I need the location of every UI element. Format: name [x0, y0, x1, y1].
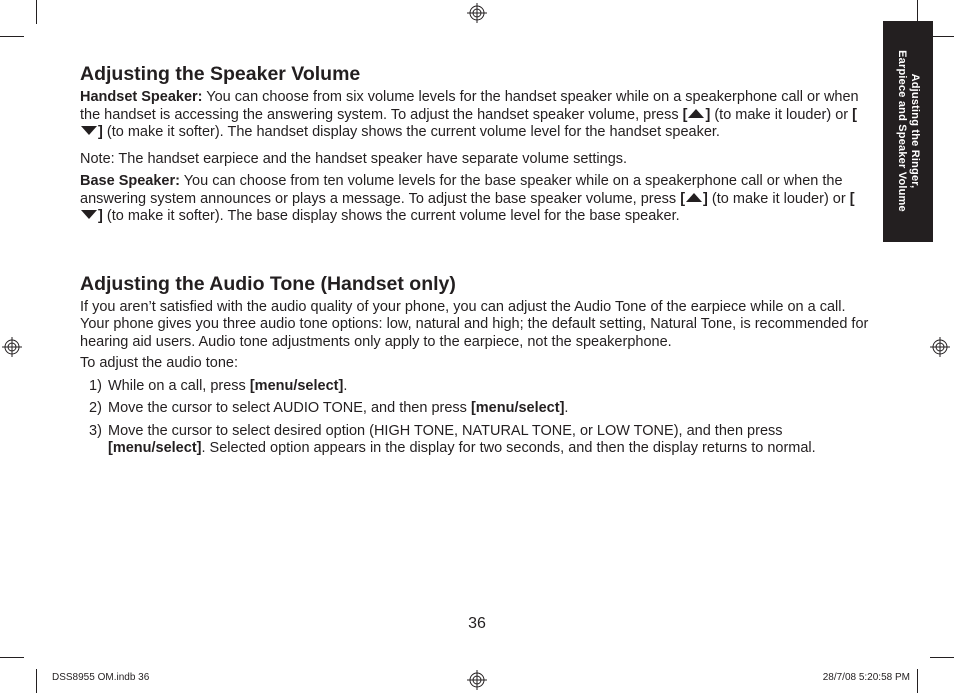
- crop-mark: [0, 36, 24, 37]
- handset-speaker-label: Handset Speaker:: [80, 89, 203, 105]
- arrow-up-icon: [686, 193, 702, 202]
- crop-mark: [0, 657, 24, 658]
- chapter-tab-line-2: Earpiece and Speaker Volume: [896, 50, 908, 212]
- section-title-speaker-volume: Adjusting the Speaker Volume: [80, 63, 361, 85]
- arrow-up-icon: [688, 109, 704, 118]
- base-speaker-paragraph: Base Speaker: You can choose from ten volume levels for the base speaker while on a speakerphone call or when the answering system announces or plays a message. To adjust the base speaker volume, press [ ] (to make it louder) or [] (to make it softer). The base display shows the current volume level for the base speaker.: [80, 173, 855, 224]
- audio-tone-steps: [80, 378, 870, 458]
- print-slug-file: DSS8955 OM.indb 36: [52, 672, 150, 683]
- step-item: 1) While on a call, press [menu/select].: [89, 377, 348, 394]
- chapter-tab-line-1: Adjusting the Ringer,: [909, 73, 921, 189]
- handset-speaker-paragraph: Handset Speaker: You can choose from six volume levels for the handset speaker while on a speakerphone call or when the handset is accessing the answering system. To adjust the handset speaker volume, press [ ] (to make it louder) or [] (to make it softer). The handset display shows the current volume level for the handset speaker.: [80, 89, 859, 140]
- arrow-down-icon: [81, 126, 97, 135]
- audio-tone-intro: To adjust the audio tone:: [80, 355, 239, 371]
- page-number: 36: [468, 615, 486, 632]
- step-item: 2) Move the cursor to select AUDIO TONE, and then press [menu/select].: [89, 400, 569, 416]
- page-content: [80, 62, 870, 458]
- registration-mark-icon: [467, 3, 487, 23]
- volume-note: Note: The handset earpiece and the handset speaker have separate volume settings.: [80, 150, 628, 167]
- registration-mark-icon: [930, 337, 950, 357]
- registration-mark-icon: [467, 670, 487, 690]
- crop-mark: [36, 669, 37, 693]
- chapter-tab-label: [895, 21, 921, 241]
- print-slug-timestamp: 28/7/08 5:20:58 PM: [822, 672, 910, 683]
- crop-mark: [917, 669, 918, 693]
- crop-mark: [36, 0, 37, 24]
- audio-tone-paragraph: If you aren’t satisfied with the audio quality of your phone, you can adjust the Audio Tone of the earpiece while on a call. Your phone gives you three audio tone options: low, natural and high; the default setting, Natural Tone, is recommended for hearing aid users. Audio tone adjustments only apply to the earpiece, not the speakerphone.: [80, 298, 869, 350]
- crop-mark: [930, 36, 954, 37]
- arrow-down-icon: [81, 210, 97, 219]
- step-item: 3) Move the cursor to select desired option (HIGH TONE, NATURAL TONE, or LOW TONE), and then press [menu/select]. Selected option appears in the display for two seconds, and then the display returns to normal.: [89, 422, 816, 456]
- crop-mark: [930, 657, 954, 658]
- section-title-audio-tone: Adjusting the Audio Tone (Handset only): [80, 272, 456, 295]
- base-speaker-label: Base Speaker:: [80, 173, 180, 189]
- registration-mark-icon: [2, 337, 22, 357]
